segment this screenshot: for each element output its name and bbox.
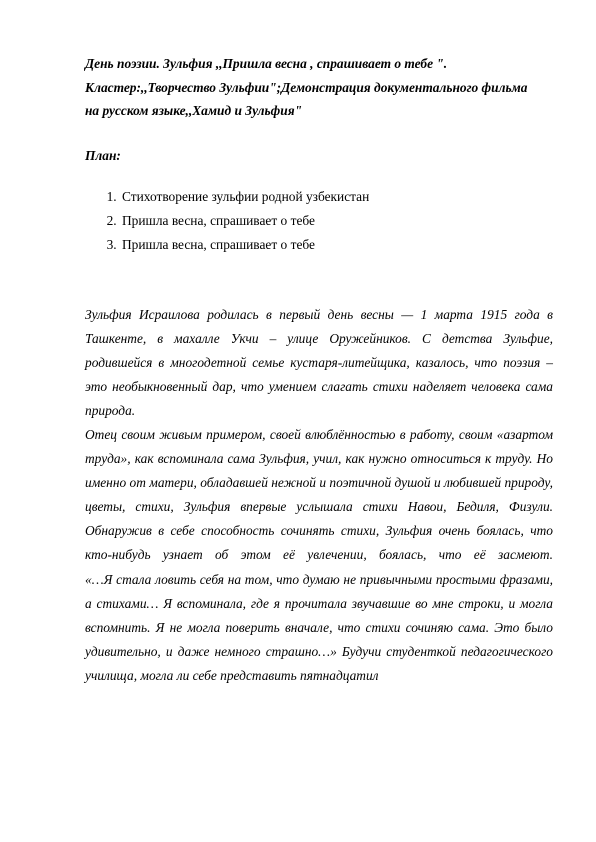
heading-line-1: День поэзии. Зульфия ,,Пришла весна , спрашивает о тебе ". [85,56,448,71]
plan-item: 1. Стихотворение зульфии родной узбекистан [120,185,553,209]
plan-item: 3. Пришла весна, спрашивает о тебе [120,233,553,257]
heading-line-3: на русском языке,,Хамид и Зульфия" [85,103,303,118]
plan-label: План: [85,147,121,163]
heading-line-2: Кластер:,,Творчество Зульфии";Демонстрация документального фильма [85,79,528,95]
document-heading [85,52,553,123]
paragraph: «…Я стала ловить себя на том, что думаю не привычными простыми фразами, а стихами… Я вспоминала, где я прочитала звучавшие во мне строки, и могла вспомнить. Я не могла поверить вначале, что стихи сочиняю сама. Это было удивительно, и даже немного страшно…» Будучи студенткой педагогического училища, могла ли себе представить пятнадцатил [85,571,553,683]
plan-list [85,185,553,257]
paragraph: Отец своим живым примером, своей влюблённостью в работу, своим «азартом труда», как вспоминала сама Зульфия, учил, как нужно относиться к труду. Но именно от матери, обладавшей нежной и поэтичной душой и любившей природу, цветы, стихи, Зульфия впервые услышала стихи Навои, Бедиля, Физули. Обнаружив в себе способность сочинять стихи, Зульфия очень боялась, что кто-нибудь узнает об этом её увлечении, боялась, что её засмеют. [85,426,553,563]
plan-item: 2. Пришла весна, спрашивает о тебе [120,209,553,233]
body-text [85,303,553,689]
document-page [85,52,553,688]
paragraph: Зульфия Исраилова родилась в первый день весны — 1 марта 1915 года в Ташкенте, в махалле Укчи – улице Оружейников. С детства Зульфие, родившейся в многодетной семье кустаря-литейщика, казалось, что поэзия – это необыкновенный дар, что умением слагать стихи наделяет человека сама природа. [85,306,553,418]
